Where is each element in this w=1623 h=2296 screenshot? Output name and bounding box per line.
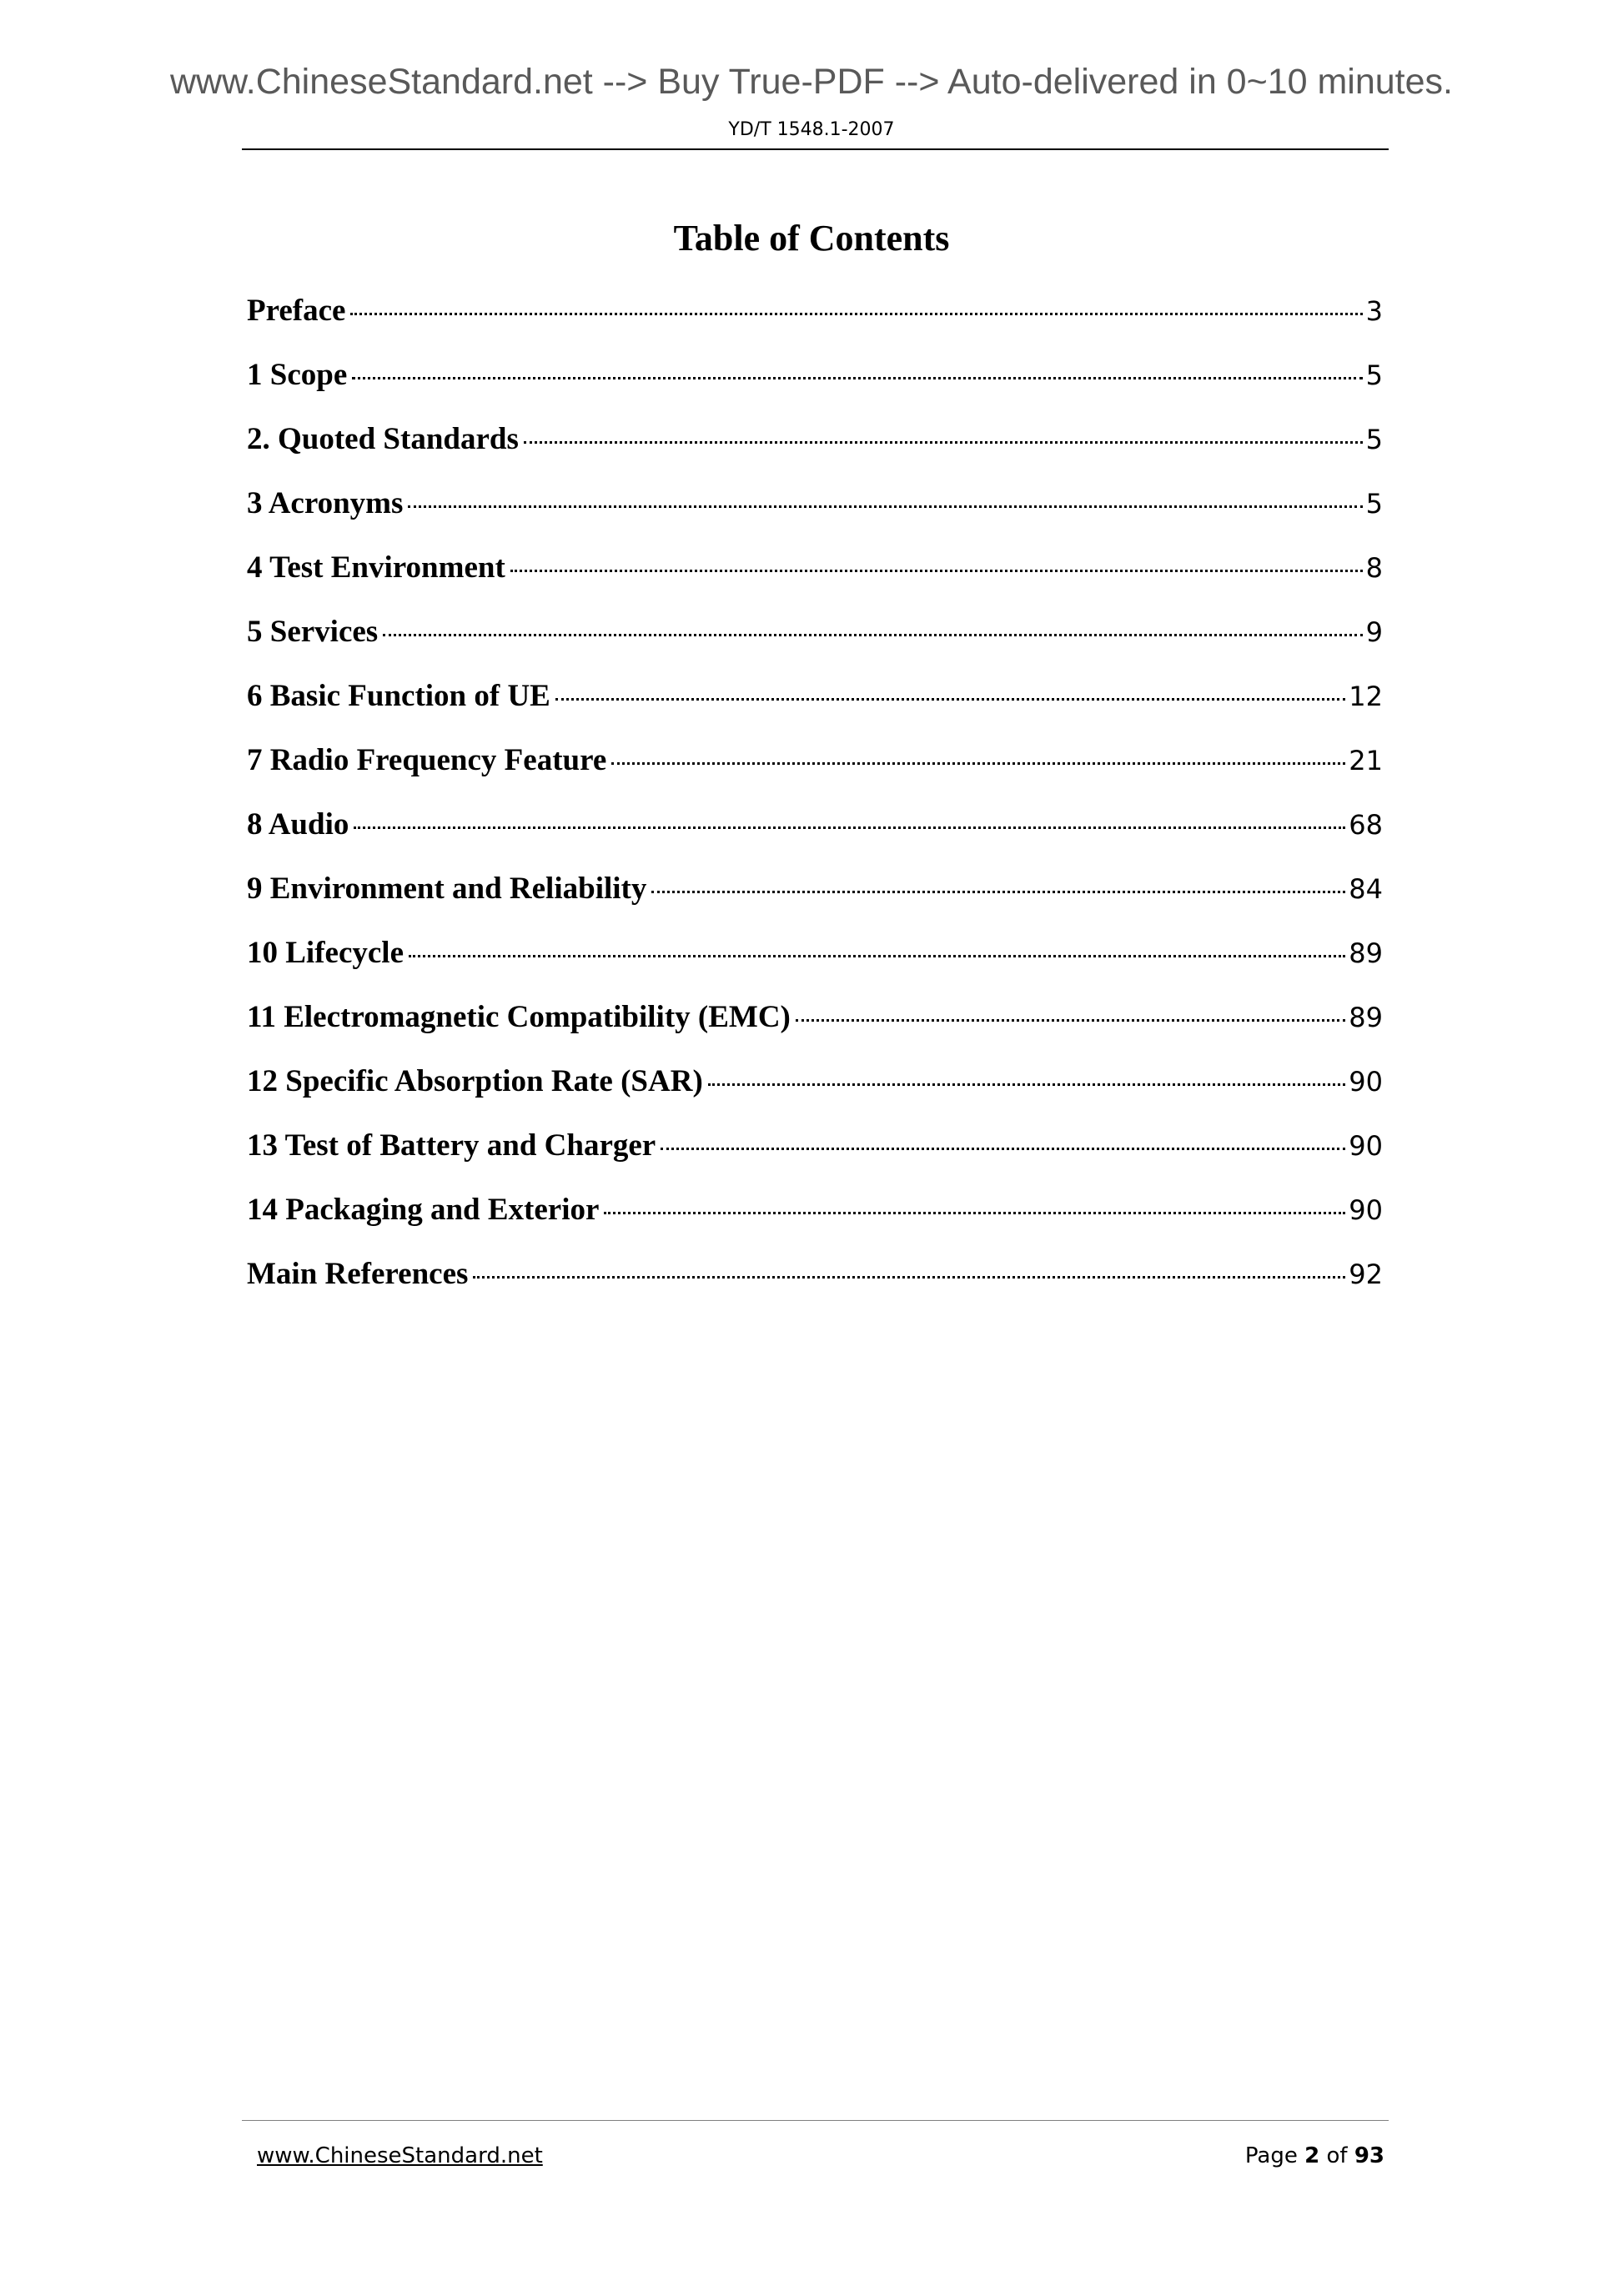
document-code: YD/T 1548.1-2007 (728, 119, 895, 140)
toc-entry-page: 5 (1365, 424, 1383, 455)
dot-leader (555, 698, 1345, 701)
toc-entry-label: Main References (247, 1257, 469, 1291)
buy-pdf-banner: www.ChineseStandard.net --> Buy True-PDF --> Auto-delivered in 0~10 minutes. (169, 62, 1453, 102)
dot-leader (661, 1148, 1345, 1150)
toc-entry-label: 9 Environment and Reliability (247, 872, 647, 906)
dot-leader (604, 1212, 1345, 1214)
toc-entry-page: 89 (1349, 937, 1383, 969)
toc-entry-label: 13 Test of Battery and Charger (247, 1128, 656, 1163)
toc-entry-environment-and-reliability[interactable] (247, 871, 1383, 935)
toc-entry-main-references[interactable] (247, 1256, 1383, 1320)
toc-entry-label: 5 Services (247, 615, 379, 649)
toc-entry-preface[interactable] (247, 293, 1383, 357)
toc-entry-page: 5 (1365, 359, 1383, 391)
table-of-contents (247, 293, 1383, 1320)
toc-entry-page: 21 (1349, 745, 1383, 776)
toc-entry-label: 7 Radio Frequency Feature (247, 743, 607, 777)
toc-entry-label: 10 Lifecycle (247, 936, 404, 970)
footer-site-link[interactable]: www.ChineseStandard.net (257, 2143, 543, 2168)
dot-leader (352, 377, 1362, 379)
toc-entry-label: 1 Scope (247, 358, 348, 392)
toc-entry-sar[interactable] (247, 1063, 1383, 1128)
toc-entry-label: 12 Specific Absorption Rate (SAR) (247, 1064, 703, 1098)
toc-entry-label: 2. Quoted Standards (247, 422, 519, 456)
toc-entry-page: 5 (1365, 488, 1383, 520)
toc-entry-label: 3 Acronyms (247, 486, 404, 520)
toc-entry-scope[interactable] (247, 357, 1383, 421)
dot-leader (354, 826, 1345, 829)
toc-entry-page: 92 (1349, 1259, 1383, 1290)
footer-divider (242, 2120, 1389, 2121)
dot-leader (611, 762, 1345, 765)
toc-entry-page: 8 (1365, 552, 1383, 584)
dot-leader (524, 441, 1363, 444)
dot-leader (473, 1276, 1345, 1279)
page-prefix: Page (1244, 2143, 1298, 2168)
dot-leader (383, 634, 1362, 636)
dot-leader (708, 1083, 1346, 1086)
toc-entry-page: 84 (1349, 873, 1383, 905)
toc-entry-page: 12 (1349, 681, 1383, 712)
toc-entry-page: 9 (1365, 616, 1383, 648)
page-current: 2 (1304, 2143, 1320, 2168)
toc-entry-label: 4 Test Environment (247, 550, 505, 585)
toc-entry-page: 3 (1365, 295, 1383, 327)
toc-entry-battery-and-charger[interactable] (247, 1128, 1383, 1192)
toc-entry-label: 8 Audio (247, 807, 349, 842)
toc-entry-page: 89 (1349, 1002, 1383, 1033)
dot-leader (409, 955, 1345, 957)
toc-entry-basic-function-of-ue[interactable] (247, 678, 1383, 742)
toc-entry-page: 90 (1349, 1194, 1383, 1226)
toc-entry-radio-frequency-feature[interactable] (247, 742, 1383, 806)
page-title: Table of Contents (673, 218, 950, 259)
page-of: of (1326, 2143, 1348, 2168)
toc-entry-emc[interactable] (247, 999, 1383, 1063)
toc-entry-audio[interactable] (247, 806, 1383, 871)
dot-leader (510, 570, 1363, 572)
header-divider (242, 148, 1389, 150)
toc-entry-label: 6 Basic Function of UE (247, 679, 550, 713)
toc-entry-lifecycle[interactable] (247, 935, 1383, 999)
toc-entry-services[interactable] (247, 614, 1383, 678)
toc-entry-acronyms[interactable] (247, 485, 1383, 550)
toc-entry-label: 14 Packaging and Exterior (247, 1193, 600, 1227)
toc-entry-quoted-standards[interactable] (247, 421, 1383, 485)
dot-leader (408, 505, 1362, 508)
toc-entry-page: 68 (1349, 809, 1383, 841)
dot-leader (350, 313, 1362, 315)
toc-entry-page: 90 (1349, 1130, 1383, 1162)
toc-entry-test-environment[interactable] (247, 550, 1383, 614)
page-total: 93 (1354, 2143, 1384, 2168)
dot-leader (796, 1019, 1345, 1022)
toc-entry-label: 11 Electromagnetic Compatibility (EMC) (247, 1000, 791, 1034)
toc-entry-label: Preface (247, 294, 346, 328)
toc-entry-packaging-and-exterior[interactable] (247, 1192, 1383, 1256)
dot-leader (651, 891, 1345, 893)
page-number (1245, 2143, 1384, 2168)
toc-entry-page: 90 (1349, 1066, 1383, 1098)
